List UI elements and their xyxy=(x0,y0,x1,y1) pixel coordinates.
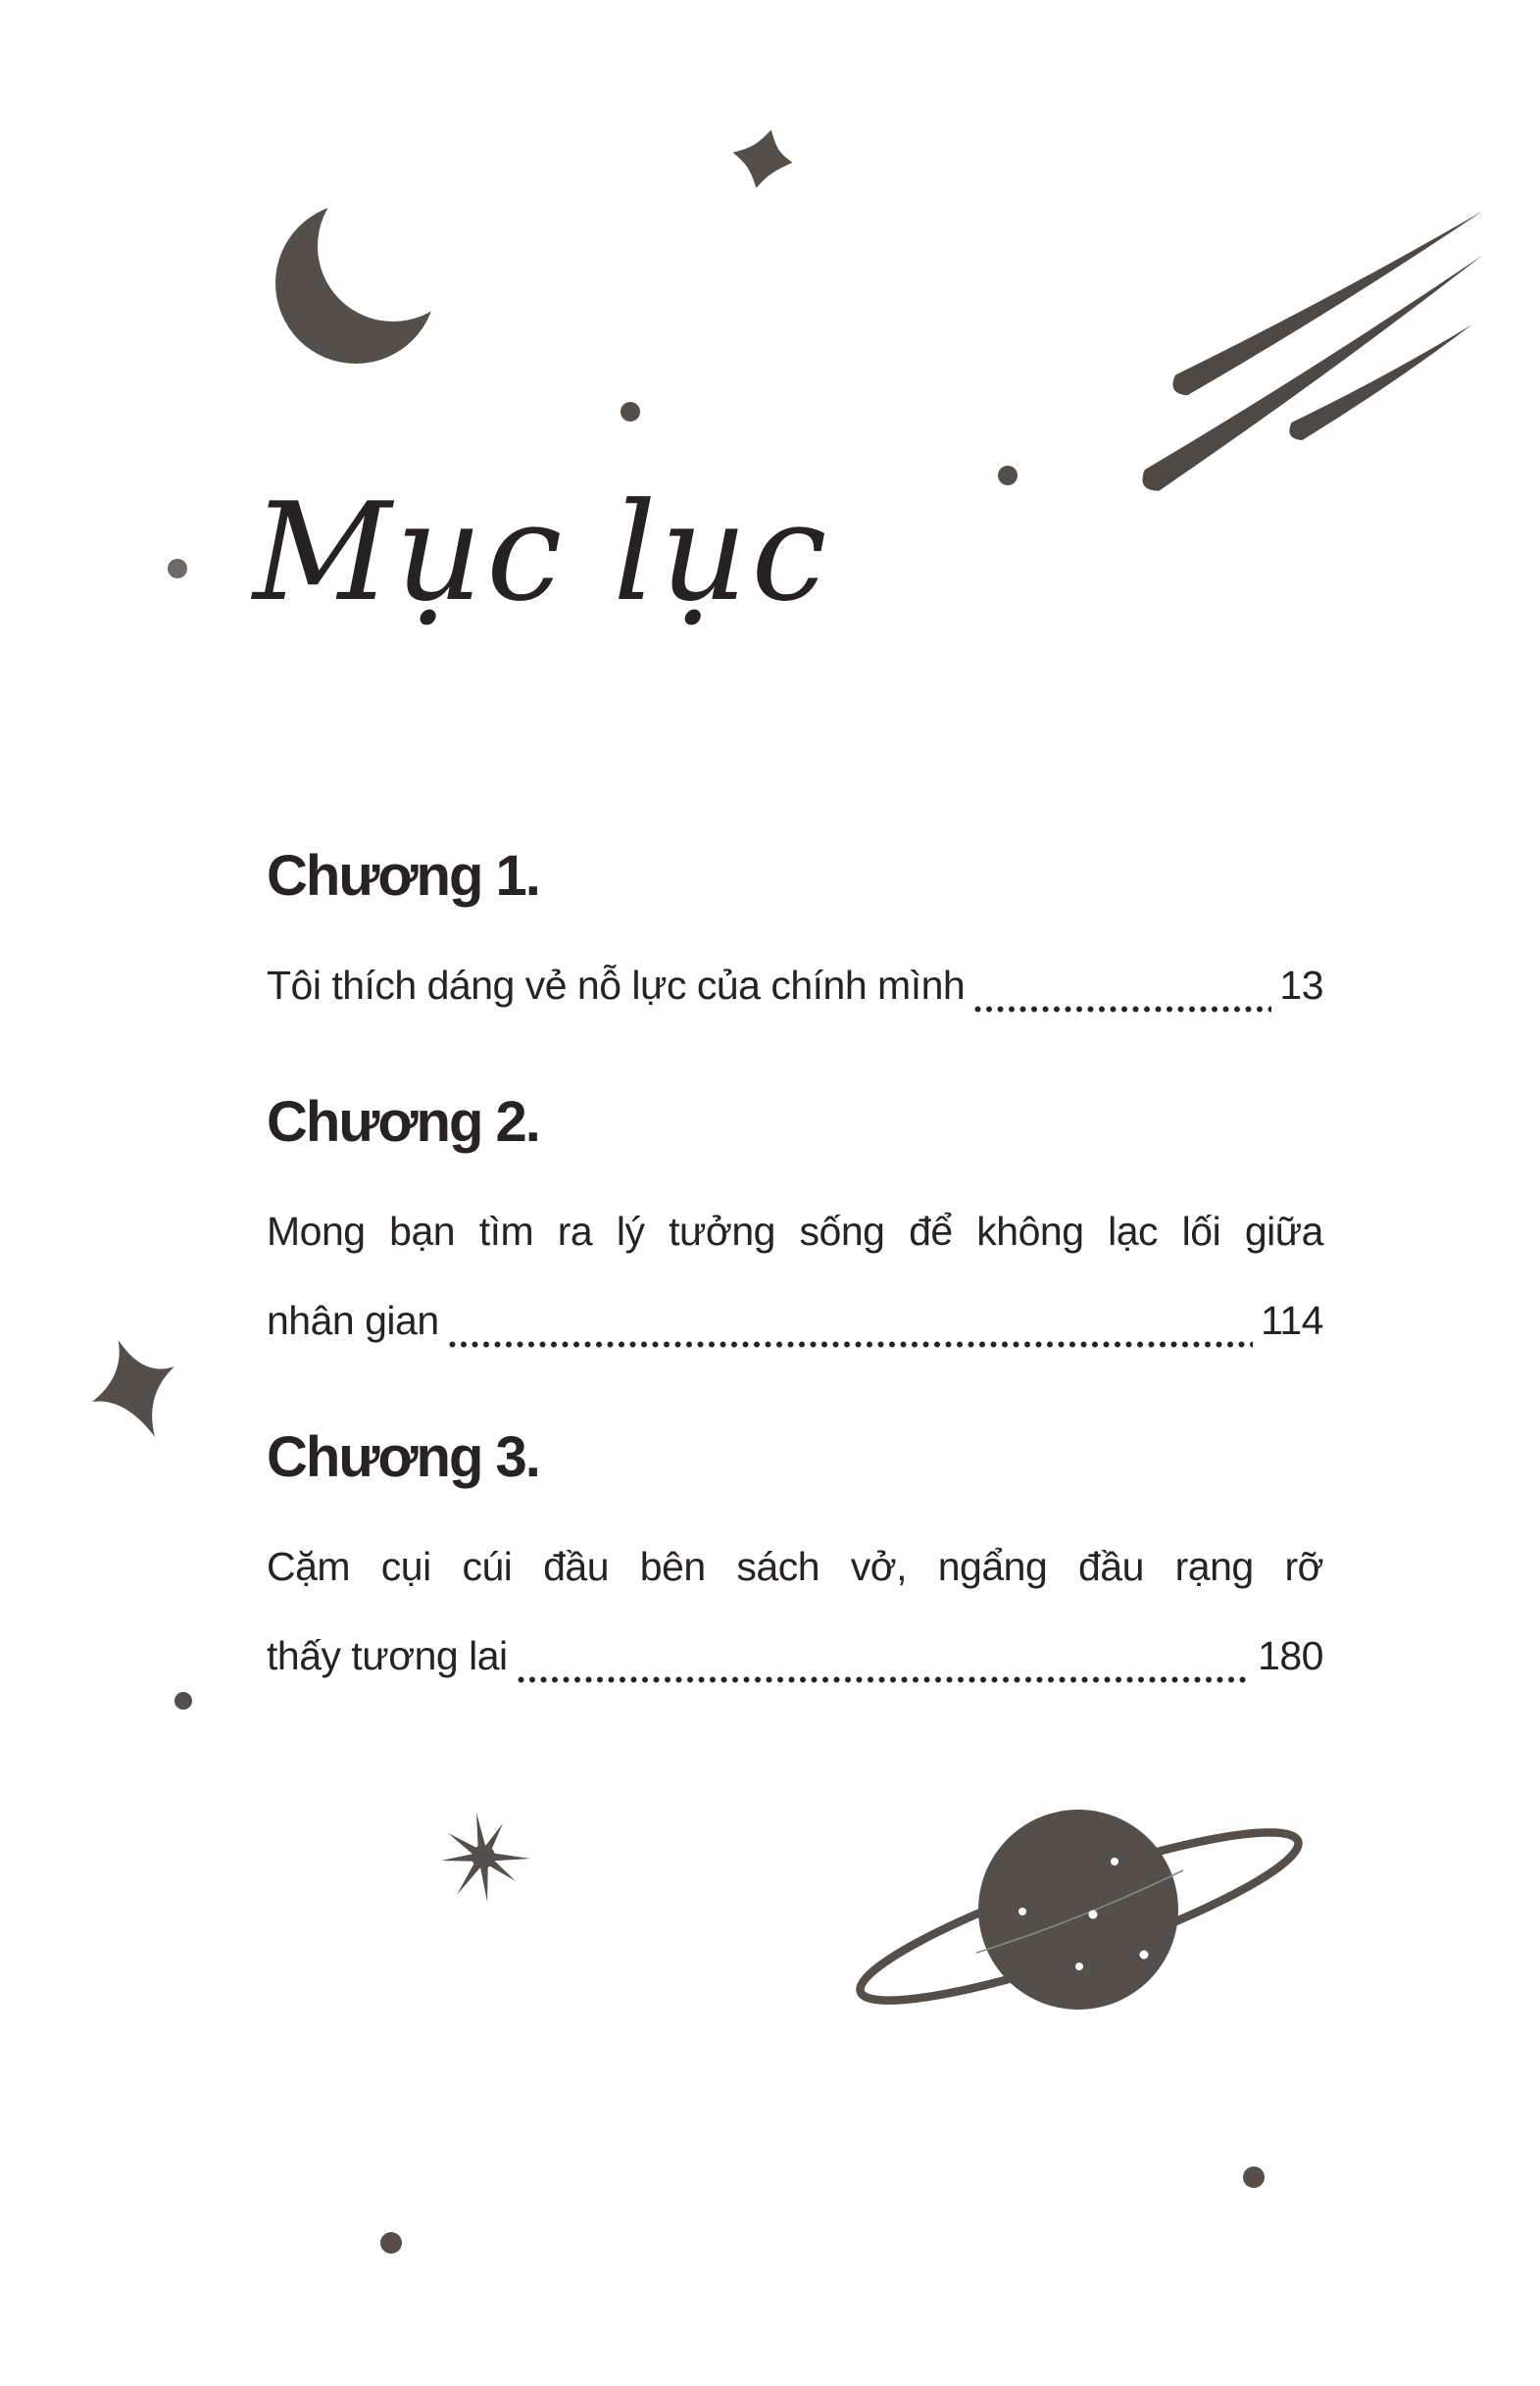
chapter-3-heading: Chương 3. xyxy=(267,1425,539,1489)
table-of-contents xyxy=(267,845,1323,1701)
dot-leader xyxy=(974,1003,1271,1013)
crescent-moon-icon xyxy=(275,203,436,364)
chapter-2-title-line-1: Mong bạn tìm ra lý tưởng sống để không lạc lối giữa xyxy=(267,1209,1323,1254)
sparkle-star-icon xyxy=(92,1340,174,1437)
starburst-icon xyxy=(441,1813,530,1902)
chapter-3-entry xyxy=(267,1522,1323,1701)
chapter-1-entry xyxy=(267,941,1323,1030)
chapter-1-page-number: 13 xyxy=(1279,963,1323,1008)
chapter-2-entry xyxy=(267,1187,1323,1366)
chapter-2-title-line-2: nhân gian xyxy=(267,1298,439,1343)
chapter-2-heading: Chương 2. xyxy=(267,1090,539,1154)
chapter-1-title: Tôi thích dáng vẻ nỗ lực của chính mình xyxy=(267,963,966,1008)
chapter-1-heading: Chương 1. xyxy=(267,844,539,908)
ringed-planet-icon xyxy=(848,1804,1311,2028)
dot-leader xyxy=(449,1338,1254,1348)
dot-leader xyxy=(518,1673,1250,1683)
shooting-stars-icon xyxy=(1142,211,1483,491)
title-side-dot xyxy=(168,559,187,578)
chapter-3-title-line-1: Cặm cụi cúi đầu bên sách vở, ngẩng đầu rạng rỡ xyxy=(267,1544,1323,1589)
four-point-star-icon xyxy=(724,121,800,196)
page-title: Mục lục xyxy=(253,473,831,631)
chapter-3-title-line-2: thấy tương lai xyxy=(267,1633,508,1678)
chapter-3-page-number: 180 xyxy=(1258,1633,1323,1678)
chapter-2-page-number: 114 xyxy=(1261,1298,1323,1343)
